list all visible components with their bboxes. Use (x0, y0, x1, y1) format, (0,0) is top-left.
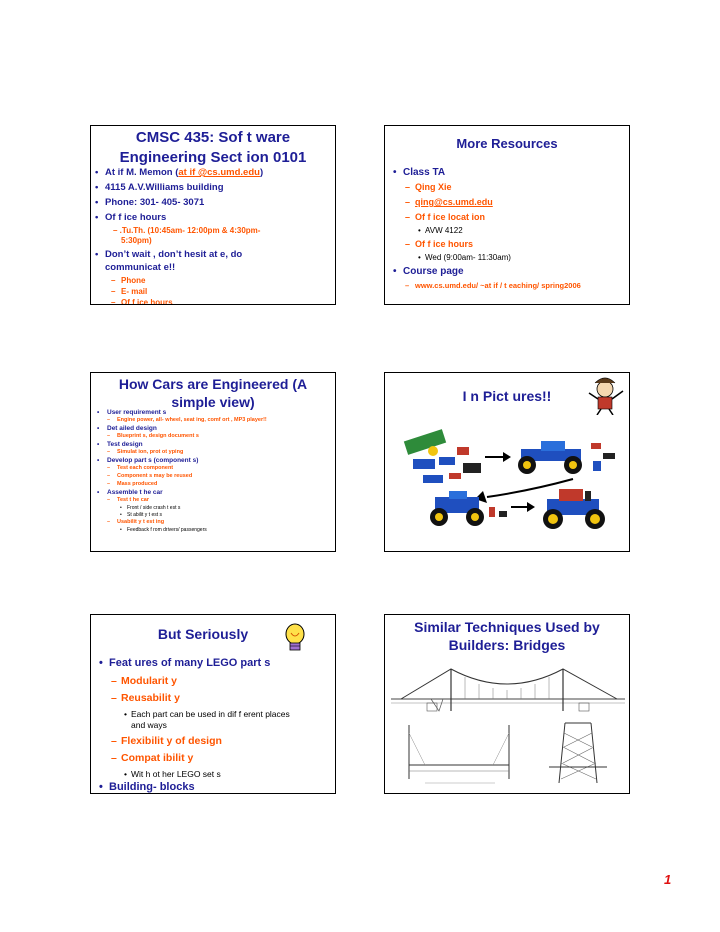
ta-email-link[interactable]: qing@cs.umd.edu (415, 197, 493, 207)
outline-item: • User requirement s (107, 409, 166, 416)
dont-wait-line1: • Don’t wait , don’t hesit at e, do (105, 249, 242, 260)
outline-item: • Test design (107, 441, 143, 448)
course-url-line (415, 281, 581, 290)
page-number: 1 (664, 872, 672, 887)
compatibility: – Compat ibilit y (121, 752, 193, 764)
ta-office-hours: • Wed (9:00am- 11:30am) (425, 253, 511, 262)
outline-item: • Det ailed design (107, 425, 157, 432)
slide-title: Similar Techniques Used by Builders: Bridges (414, 619, 600, 654)
instructor-email-link[interactable]: at if @cs.umd.edu (178, 167, 260, 178)
building-blocks: • Building- blocks (109, 781, 195, 793)
instructor-line: • At if M. Memon (at if @cs.umd.edu) (105, 167, 263, 178)
outline-item: – Engine power, all- wheel, seat ing, comf ort , MP3 player!! (117, 417, 267, 423)
phone: • Phone: 301- 405- 3071 (105, 197, 204, 208)
bridge-tower-diagram (539, 719, 619, 791)
reusability: – Reusabilit y (121, 692, 180, 704)
outline-item: • Assemble t he car (107, 489, 163, 496)
outline-item: – Usabilit y t est ing (117, 519, 164, 525)
outline-item: – Test t he car (117, 497, 149, 503)
ta-email-line (415, 197, 493, 207)
slide-title: But Seriously (157, 626, 249, 642)
lego-car-partial-photo (425, 485, 515, 535)
arrow-icon (485, 451, 511, 463)
office-hours-label: • Of f ice hours (105, 212, 166, 223)
reuse-detail-line2: and ways (131, 720, 167, 730)
features-label: • Feat ures of many LEGO part s (109, 657, 270, 669)
class-ta-label: • Class TA (403, 167, 445, 178)
contact-phone: – Phone (121, 276, 145, 285)
dont-wait-line2: communicat e!! (105, 262, 176, 273)
outline-item: • Develop part s (component s) (107, 457, 198, 464)
slide-title: CMSC 435: Sof t ware Engineering Sect ion 0101 (119, 129, 307, 166)
bridge-cross-section-diagram (405, 719, 515, 791)
outline-item: • Feedback f rom drivers/ passengers (127, 527, 207, 533)
light-bulb-icon (283, 623, 307, 655)
slide-but-seriously (90, 614, 336, 794)
slide-cmsc435 (90, 125, 336, 305)
lego-car-finished-photo (537, 483, 617, 537)
course-page-label: • Course page (403, 266, 464, 277)
slide-title: I n Pict ures!! (462, 388, 552, 404)
office-hours-time: – .Tu.Th. (10:45am- 12:00pm & 4:30pm- (113, 226, 261, 235)
office-location-label: – Of f ice locat ion (415, 212, 485, 222)
cartoon-mascot-icon (585, 375, 627, 415)
outline-item: • Front / side crash t est s (127, 505, 180, 511)
arrow-icon (511, 501, 535, 513)
outline-item: – Component s may be reused (117, 473, 192, 479)
course-url-link[interactable]: www.cs.umd.edu/ ~at if / t eaching/ spring2006 (415, 281, 581, 290)
contact-email: – E- mail (121, 287, 147, 296)
outline-item: • St abilit y t est s (127, 512, 162, 518)
slide-title: More Resources (456, 136, 558, 151)
flexibility: – Flexibilit y of design (121, 735, 222, 747)
contact-office-hours: – Of f ice hours (121, 298, 173, 305)
ta-office-hours-label: – Of f ice hours (415, 239, 473, 249)
slide-how-cars-engineered (90, 372, 336, 552)
outline-item: – Simulat ion, prot ot yping (117, 449, 183, 455)
slide-bridges (384, 614, 630, 794)
compat-detail: • Wit h ot her LEGO set s (131, 769, 221, 779)
outline-item: – Blueprint s, design document s (117, 433, 199, 439)
outline-item: – Test each component (117, 465, 173, 471)
modularity: – Modularit y (121, 675, 177, 687)
slide-more-resources (384, 125, 630, 305)
office-location: • AVW 4122 (425, 226, 463, 235)
slide-in-pictures (384, 372, 630, 552)
address: • 4115 A.V.Williams building (105, 182, 224, 193)
ta-name: – Qing Xie (415, 182, 452, 192)
office-hours-time-cont: 5:30pm) (121, 236, 152, 245)
slide-title: How Cars are Engineered (A simple view) (118, 376, 308, 411)
outline-item: – Mass produced (117, 481, 157, 487)
reuse-detail-line1: • Each part can be used in dif f erent places (131, 709, 290, 719)
suspension-bridge-elevation-diagram (391, 659, 625, 713)
